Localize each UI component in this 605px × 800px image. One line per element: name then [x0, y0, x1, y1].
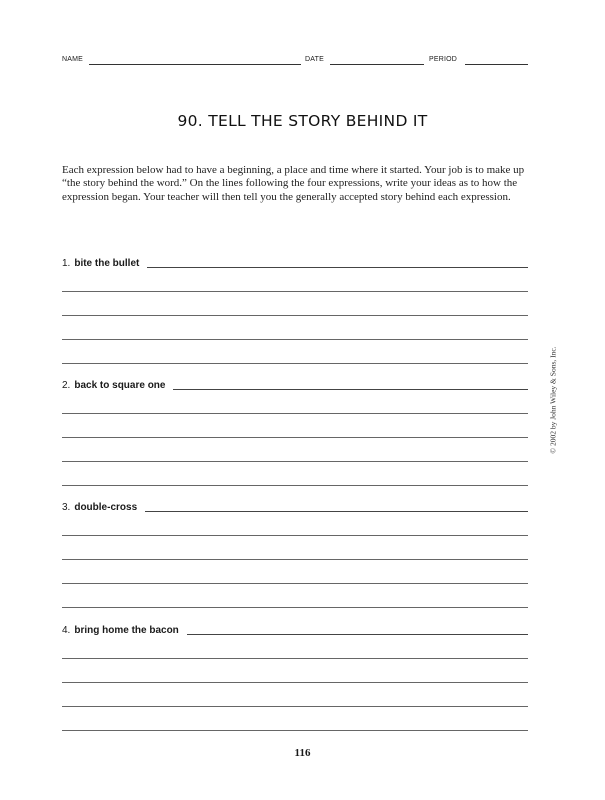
name-blank[interactable]	[89, 64, 301, 65]
expression-label	[62, 502, 145, 513]
date-blank[interactable]	[330, 64, 424, 65]
copyright-notice: © 2002 by John Wiley & Sons, Inc.	[548, 346, 558, 454]
answer-line[interactable]	[62, 559, 528, 560]
answer-line[interactable]	[62, 682, 528, 683]
answer-line[interactable]	[62, 706, 528, 707]
answer-line[interactable]	[62, 658, 528, 659]
answer-line[interactable]	[62, 730, 528, 731]
expression-text: back to square one	[74, 380, 166, 391]
page-number: 116	[294, 747, 311, 759]
answer-line[interactable]	[62, 315, 528, 316]
expression-item-3	[62, 502, 528, 612]
instructions-paragraph: Each expression below had to have a beginning, a place and time where it started. Your job is to make up “the story behind the word.” On the lines following the four expressions, write your ideas as to how the expression began. Your teacher will then tell you the generally accepted story behind each expression.	[62, 164, 525, 203]
expression-number: 3.	[62, 502, 71, 513]
period-label: PERIOD	[429, 56, 458, 63]
expression-number: 2.	[62, 380, 71, 391]
period-blank[interactable]	[465, 64, 528, 65]
expression-item-2	[62, 380, 528, 490]
expression-label	[62, 380, 173, 391]
expression-item-4	[62, 625, 528, 735]
date-label: DATE	[305, 56, 324, 63]
student-info-header	[62, 53, 528, 67]
expression-text: double-cross	[74, 502, 138, 513]
expression-label	[62, 625, 187, 636]
page-title: 90. TELL THE STORY BEHIND IT	[177, 112, 428, 130]
answer-line[interactable]	[62, 363, 528, 364]
answer-line[interactable]	[62, 583, 528, 584]
answer-line[interactable]	[62, 437, 528, 438]
answer-line[interactable]	[62, 535, 528, 536]
expression-text: bite the bullet	[74, 258, 140, 269]
expression-text: bring home the bacon	[74, 625, 179, 636]
expression-item-1	[62, 258, 528, 368]
answer-line[interactable]	[62, 339, 528, 340]
expression-number: 1.	[62, 258, 71, 269]
expression-label	[62, 258, 147, 269]
answer-line[interactable]	[62, 461, 528, 462]
answer-line[interactable]	[62, 291, 528, 292]
expression-number: 4.	[62, 625, 71, 636]
answer-line[interactable]	[62, 413, 528, 414]
answer-line[interactable]	[62, 607, 528, 608]
answer-line[interactable]	[62, 485, 528, 486]
name-label: NAME	[62, 56, 84, 63]
